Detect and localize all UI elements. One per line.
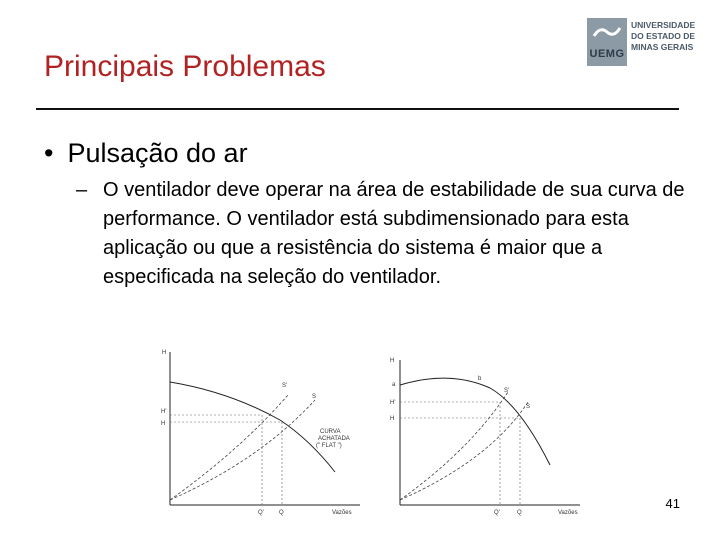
right-s-label: S [526,404,531,410]
right-s-prime-label: S' [504,388,510,394]
left-curve-label-3: (" FLAT ") [316,443,342,449]
left-curve-label-1: CURVA [320,429,341,435]
left-s-prime-label: S' [282,383,288,389]
sub-bullet-text: O ventilador deve operar na área de estabilidade de sua curva de performance. O ventilador está subdimensionado para esta aplicação ou que a resistência do sistema é maior que a especificada na seleção do ventilador. [103,179,685,288]
bullet-symbol: • [44,138,54,168]
logo-emblem [587,18,627,66]
logo-university-name: UNIVERSIDADE DO ESTADO DE MINAS GERAIS [631,20,696,52]
logo-abbreviation: UEMG [589,48,625,60]
left-y-axis-label: H [162,350,167,356]
sub-bullet-symbol: – [76,179,88,201]
right-q-prime-label: Q' [494,510,500,516]
left-curve-label-2: ACHATADA [318,436,350,442]
sub-bullet [76,176,686,292]
right-system-curve-s [400,402,531,500]
right-diagram [390,358,580,516]
left-q-label: Q [279,510,284,516]
left-diagram [161,350,360,516]
right-b-label: b [478,376,482,382]
left-s-label: S [312,394,317,400]
right-h-label: H [390,416,395,422]
left-fan-curve [170,382,335,472]
logo-mark-icon [592,24,622,40]
right-a-label: a [392,382,396,388]
uemg-logo [587,18,699,66]
right-y-axis-label: H [390,358,395,364]
slide-title: Principais Problemas [44,50,326,83]
left-x-axis-label: Vazões [332,510,352,516]
left-system-curve-s-prime [170,395,288,500]
right-fan-curve [400,378,550,465]
right-q-label: Q [517,510,522,516]
left-h-prime-label: H' [161,409,167,415]
right-h-prime-label: H' [390,400,396,406]
page-number: 41 [665,496,680,511]
bullet-item [44,138,248,169]
bullet-text: Pulsação do ar [67,138,248,168]
right-x-axis-label: Vazões [558,510,578,516]
fan-curve-diagrams [150,340,590,520]
right-system-curve-s-prime [400,392,508,500]
left-q-prime-label: Q' [258,510,264,516]
title-divider [36,108,679,110]
fan-curve-figure [150,340,590,520]
left-h-label: H [161,421,166,427]
